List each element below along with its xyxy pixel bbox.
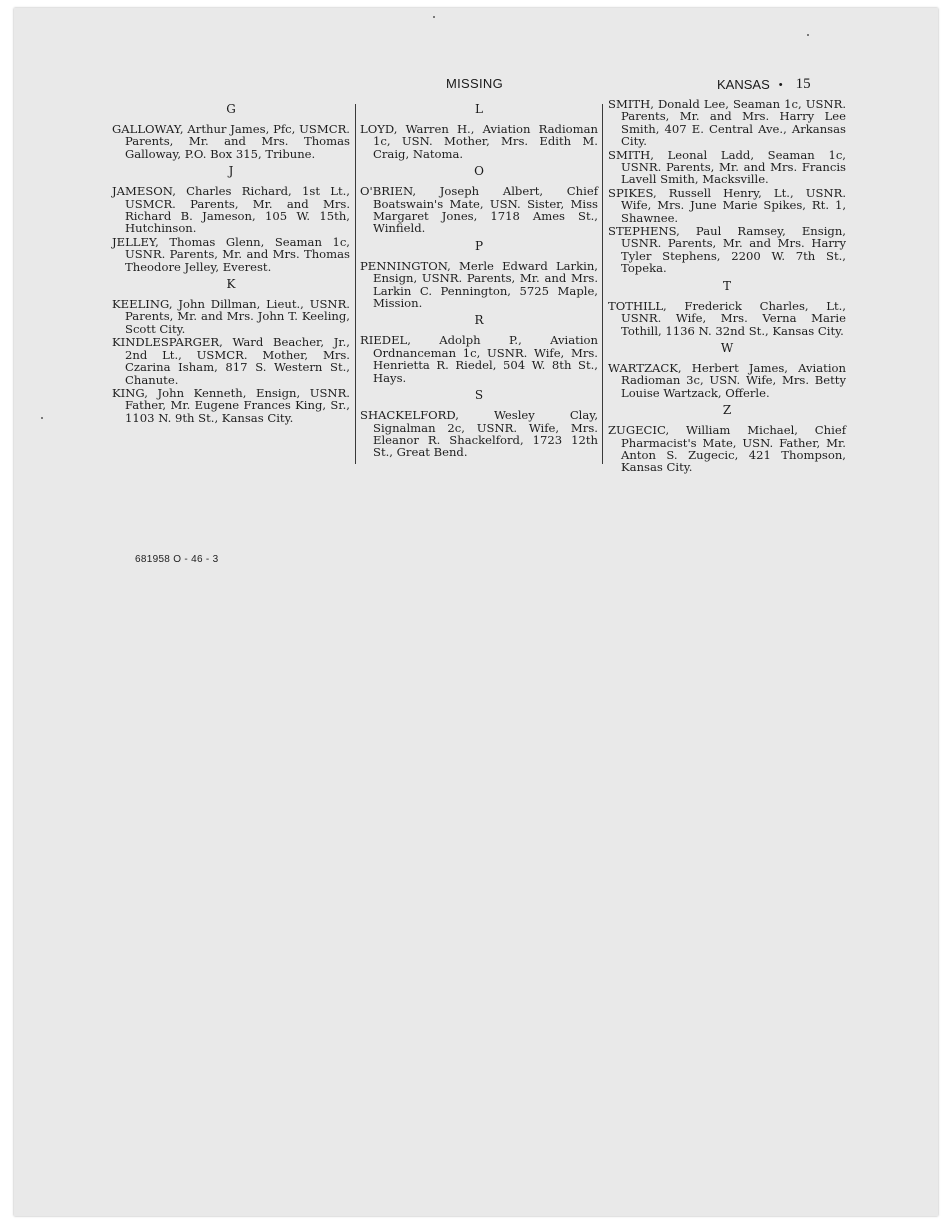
casualty-entry: RIEDEL, Adolph P., Aviation Ordnanceman 1c, USNR. Wife, Mrs. Henrietta R. Riedel, 504 W. 8th St., Hays. xyxy=(360,333,598,385)
casualty-entry: STEPHENS, Paul Ramsey, Ensign, USNR. Parents, Mr. and Mrs. Harry Tyler Stephens, 2200 W. 7th St., Topeka. xyxy=(608,224,846,276)
casualty-entry: JAMESON, Charles Richard, 1st Lt., USMCR. Parents, Mr. and Mrs. Richard B. Jameson, 105 W. 15th, Hutchinson. xyxy=(112,184,350,236)
casualty-entry: SMITH, Donald Lee, Seaman 1c, USNR. Parents, Mr. and Mrs. Harry Lee Smith, 407 E. Central Ave., Arkansas City. xyxy=(608,97,846,149)
casualty-entry: KINDLESPARGER, Ward Beacher, Jr., 2nd Lt., USMCR. Mother, Mrs. Czarina Isham, 817 S. Western St., Chanute. xyxy=(112,335,350,387)
casualty-entry: ZUGECIC, William Michael, Chief Pharmacist's Mate, USN. Father, Mr. Anton S. Zugecic, 421 Thompson, Kansas City. xyxy=(608,423,846,475)
paper-speck xyxy=(807,34,809,36)
page-title: MISSING xyxy=(446,76,503,91)
column-divider xyxy=(355,104,356,464)
section-letter: L xyxy=(475,102,483,116)
casualty-entry: SHACKELFORD, Wesley Clay, Signalman 2c, USNR. Wife, Mrs. Eleanor R. Shackelford, 1723 12th St., Great Bend. xyxy=(360,408,598,460)
section-letter: J xyxy=(228,164,234,179)
column-3 xyxy=(608,98,846,475)
bullet-icon: • xyxy=(778,78,783,91)
print-code: 681958 O - 46 - 3 xyxy=(135,554,219,565)
casualty-entry: KING, John Kenneth, Ensign, USNR. Father, Mr. Eugene Frances King, Sr., 1103 N. 9th St., Kansas City. xyxy=(112,385,350,425)
paper-speck xyxy=(41,417,43,419)
casualty-entry: SPIKES, Russell Henry, Lt., USNR. Wife, Mrs. June Marie Spikes, Rt. 1, Shawnee. xyxy=(608,185,846,225)
section-letter: W xyxy=(720,340,734,355)
casualty-entry: O'BRIEN, Joseph Albert, Chief Boatswain's Mate, USN. Sister, Miss Margaret Jones, 1718 Ames St., Winfield. xyxy=(360,184,598,236)
column-2 xyxy=(360,98,598,460)
casualty-entry: SMITH, Leonal Ladd, Seaman 1c, USNR. Parents, Mr. and Mrs. Francis Lavell Smith, Macksville. xyxy=(608,147,846,187)
casualty-entry: GALLOWAY, Arthur James, Pfc, USMCR. Parents, Mr. and Mrs. Thomas Galloway, P.O. Box 315, Tribune. xyxy=(112,122,350,161)
document-page xyxy=(14,8,938,1216)
state-name: KANSAS xyxy=(717,77,770,92)
casualty-entry: KEELING, John Dillman, Lieut., USNR. Parents, Mr. and Mrs. John T. Keeling, Scott City. xyxy=(112,297,350,336)
casualty-entry: PENNINGTON, Merle Edward Larkin, Ensign, USNR. Parents, Mr. and Mrs. Larkin C. Pennington, 5725 Maple, Mission. xyxy=(360,258,598,311)
page-header-right xyxy=(717,76,811,93)
paper-speck xyxy=(433,16,435,18)
column-divider xyxy=(602,104,603,464)
section-letter: S xyxy=(474,388,484,403)
section-letter: T xyxy=(722,278,731,293)
section-letter: G xyxy=(226,102,236,116)
section-letter: P xyxy=(474,238,484,253)
section-letter: O xyxy=(474,164,484,179)
casualty-entry: WARTZACK, Herbert James, Aviation Radioman 3c, USN. Wife, Mrs. Betty Louise Wartzack, Offerle. xyxy=(608,360,846,400)
section-letter: K xyxy=(226,277,236,292)
casualty-entry: TOTHILL, Frederick Charles, Lt., USNR. Wife, Mrs. Verna Marie Tothill, 1136 N. 32nd St., Kansas City. xyxy=(608,298,846,338)
section-letter: Z xyxy=(722,403,732,418)
page-number: 15 xyxy=(795,76,811,92)
column-1 xyxy=(112,98,350,425)
casualty-entry: LOYD, Warren H., Aviation Radioman 1c, USN. Mother, Mrs. Edith M. Craig, Natoma. xyxy=(360,122,598,161)
casualty-entry: JELLEY, Thomas Glenn, Seaman 1c, USNR. Parents, Mr. and Mrs. Thomas Theodore Jelley, Everest. xyxy=(112,234,350,274)
section-letter: R xyxy=(474,313,484,328)
